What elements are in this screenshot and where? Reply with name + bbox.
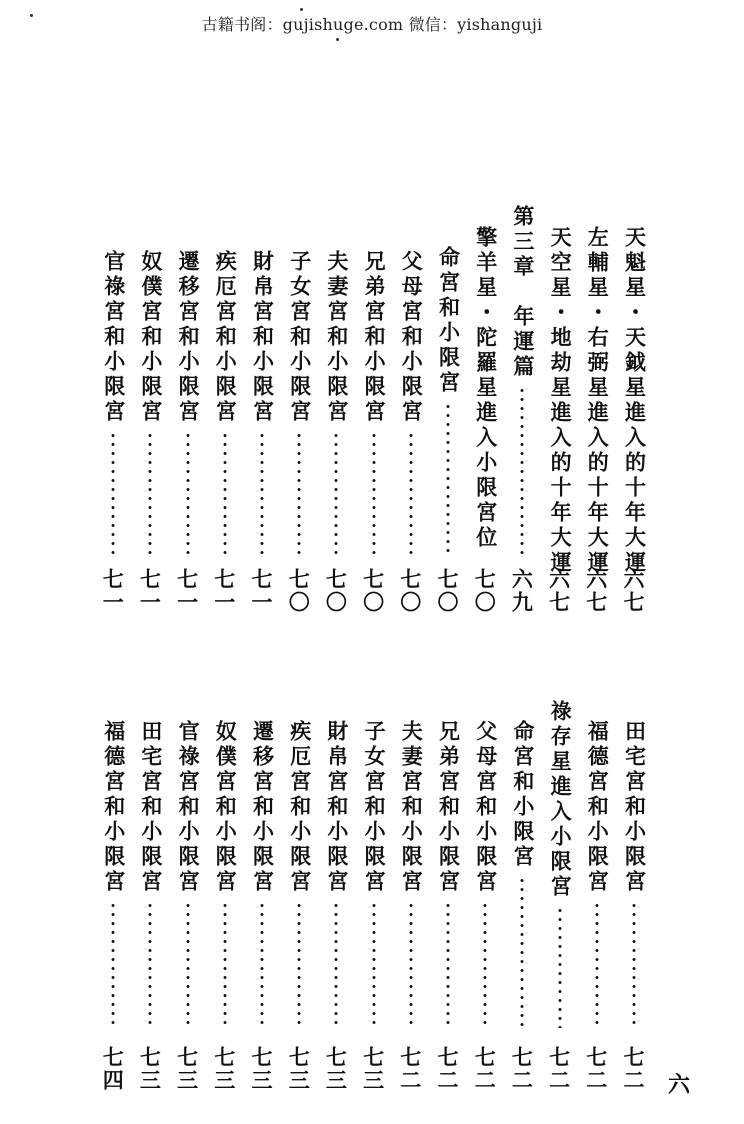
toc-entry[interactable] (467, 720, 503, 1028)
toc-entry[interactable] (244, 250, 280, 554)
toc-leader-dots (631, 901, 637, 1028)
toc-entry-title: 擎羊星・陀羅星進入小限宮位 (473, 226, 498, 551)
toc-page-number: 七〇 (286, 568, 311, 614)
toc-leader-dots (408, 431, 414, 554)
toc-entry[interactable] (579, 226, 615, 582)
toc-page-number: 七一 (174, 568, 199, 614)
toc-page-number: 七二 (435, 1046, 459, 1092)
toc-page-number: 七一 (211, 568, 236, 614)
toc-leader-dots (110, 431, 116, 554)
toc-entry-title: 福德宮和小限宮 (101, 720, 126, 895)
toc-leader-dots (333, 901, 339, 1028)
toc-leader-dots (445, 901, 451, 1028)
toc-leader-dots (147, 431, 153, 554)
toc-page-number: 七二 (583, 1046, 608, 1092)
toc-entry-title: 祿存星進入小限宮 (548, 700, 573, 900)
toc-entry[interactable] (281, 720, 317, 1028)
toc-entry[interactable] (542, 700, 578, 1028)
toc-page-number: 七〇 (397, 568, 422, 614)
toc-page-number: 七三 (360, 1046, 385, 1092)
toc-page-number: 七一 (100, 568, 125, 614)
toc-entry-title: 田宅宮和小限宮 (622, 720, 647, 895)
toc-leader-dots (482, 901, 488, 1028)
toc-entry[interactable] (542, 226, 578, 582)
toc-leader-dots (445, 402, 451, 554)
toc-entry[interactable] (393, 250, 429, 554)
toc-leader-dots (259, 431, 265, 554)
scan-speck (30, 14, 33, 17)
toc-page-number: 七〇 (472, 568, 497, 614)
toc-entry[interactable] (170, 720, 206, 1028)
toc-page-number: 七二 (546, 1046, 571, 1092)
toc-entry-title: 遷移宮和小限宮 (176, 250, 201, 425)
toc-entry[interactable] (504, 205, 540, 554)
toc-leader-dots (594, 901, 600, 1028)
toc-leader-dots (408, 901, 414, 1028)
toc-page-number: 七三 (286, 1046, 311, 1092)
toc-leader-dots (147, 901, 153, 1028)
toc-entry-title: 財帛宮和小限宮 (250, 250, 275, 425)
toc-entry-title: 子女宮和小限宮 (362, 720, 387, 895)
toc-entry-title: 田宅宮和小限宮 (138, 720, 163, 895)
toc-page-number: 七二 (397, 1046, 422, 1092)
toc-page-number: 七〇 (435, 568, 459, 614)
toc-entry-title: 天空星・地劫星進入的十年大運 (548, 226, 573, 576)
toc-entry[interactable] (132, 720, 168, 1028)
folio-page-number: 六 (668, 1073, 691, 1098)
toc-entry[interactable] (95, 250, 131, 554)
toc-leader-dots (371, 431, 377, 554)
toc-page-number: 六七 (621, 568, 645, 614)
toc-entry-title: 第三章 年運篇 (510, 205, 535, 380)
toc-page-number: 六九 (509, 568, 534, 614)
toc-entry[interactable] (430, 246, 466, 554)
toc-entry-title: 財帛宮和小限宮 (324, 720, 349, 895)
toc-page-number: 七二 (472, 1046, 497, 1092)
toc-page-number: 七三 (174, 1046, 199, 1092)
scan-speck (300, 8, 303, 11)
toc-leader-dots (185, 901, 191, 1028)
toc-entry[interactable] (318, 720, 354, 1028)
toc-leader-dots (296, 901, 302, 1028)
toc-entry-title: 官祿宮和小限宮 (176, 720, 201, 895)
toc-entry-title: 天魁星・天鉞星進入的十年大運 (622, 226, 647, 576)
toc-page-number: 七一 (249, 568, 273, 614)
toc-page-number: 七二 (509, 1046, 534, 1092)
toc-entry[interactable] (467, 226, 503, 557)
toc-page-number: 七一 (137, 568, 162, 614)
toc-entry[interactable] (318, 250, 354, 554)
toc-entry-title: 子女宮和小限宮 (287, 250, 312, 425)
toc-page-number: 七四 (100, 1046, 125, 1092)
toc-entry-title: 左輔星・右弼星進入的十年大運 (585, 226, 610, 576)
toc-entry-title: 兄弟宮和小限宮 (436, 720, 461, 895)
toc-entry[interactable] (244, 720, 280, 1028)
toc-leader-dots (222, 901, 228, 1028)
toc-page-number: 六七 (546, 568, 571, 614)
toc-entry[interactable] (207, 250, 243, 554)
toc-entry-title: 夫妻宮和小限宮 (399, 720, 424, 895)
toc-entry[interactable] (207, 720, 243, 1028)
toc-page-number: 六七 (583, 568, 608, 614)
toc-entry[interactable] (281, 250, 317, 554)
toc-entry-title: 奴僕宮和小限宮 (138, 250, 163, 425)
toc-entry-title: 遷移宮和小限宮 (250, 720, 275, 895)
toc-entry[interactable] (430, 720, 466, 1028)
toc-leader-dots (519, 876, 525, 1028)
toc-entry-title: 父母宮和小限宮 (399, 250, 424, 425)
toc-leader-dots (557, 906, 563, 1028)
toc-entry[interactable] (170, 250, 206, 554)
toc-page-number: 七三 (211, 1046, 236, 1092)
toc-entry-title: 父母宮和小限宮 (473, 720, 498, 895)
toc-page-number: 七三 (249, 1046, 273, 1092)
toc-page-number: 七三 (137, 1046, 162, 1092)
toc-leader-dots (259, 901, 265, 1028)
toc-page-number: 七〇 (323, 568, 348, 614)
toc-entry[interactable] (393, 720, 429, 1028)
toc-entry[interactable] (616, 226, 652, 582)
toc-entry[interactable] (616, 720, 652, 1028)
toc-entry-title: 奴僕宮和小限宮 (213, 720, 238, 895)
toc-entry-title: 夫妻宮和小限宮 (324, 250, 349, 425)
toc-entry-title: 疾厄宮和小限宮 (287, 720, 312, 895)
toc-entry[interactable] (504, 720, 540, 1028)
toc-entry[interactable] (95, 720, 131, 1028)
watermark: 古籍书阁：gujishuge.com 微信：yishanguji (201, 15, 543, 34)
scan-speck (336, 38, 339, 41)
toc-entry-title: 福德宮和小限宮 (585, 720, 610, 895)
toc-leader-dots (185, 431, 191, 554)
toc-entry-title: 疾厄宮和小限宮 (213, 250, 238, 425)
toc-leader-dots (519, 386, 525, 554)
toc-entry[interactable] (356, 250, 392, 554)
toc-page-number: 七三 (323, 1046, 348, 1092)
toc-leader-dots (222, 431, 228, 554)
toc-entry-title: 兄弟宮和小限宮 (362, 250, 387, 425)
toc-entry-title: 命宮和小限宮 (436, 246, 461, 396)
toc-leader-dots (333, 431, 339, 554)
toc-entry[interactable] (579, 720, 615, 1028)
toc-page-number: 七〇 (360, 568, 385, 614)
toc-leader-dots (296, 431, 302, 554)
toc-leader-dots (110, 901, 116, 1028)
toc-entry[interactable] (132, 250, 168, 554)
toc-entry[interactable] (356, 720, 392, 1028)
toc-entry-title: 命宮和小限宮 (510, 720, 535, 870)
toc-leader-dots (371, 901, 377, 1028)
toc-entry-title: 官祿宮和小限宮 (101, 250, 126, 425)
toc-page-number: 七二 (621, 1046, 645, 1092)
